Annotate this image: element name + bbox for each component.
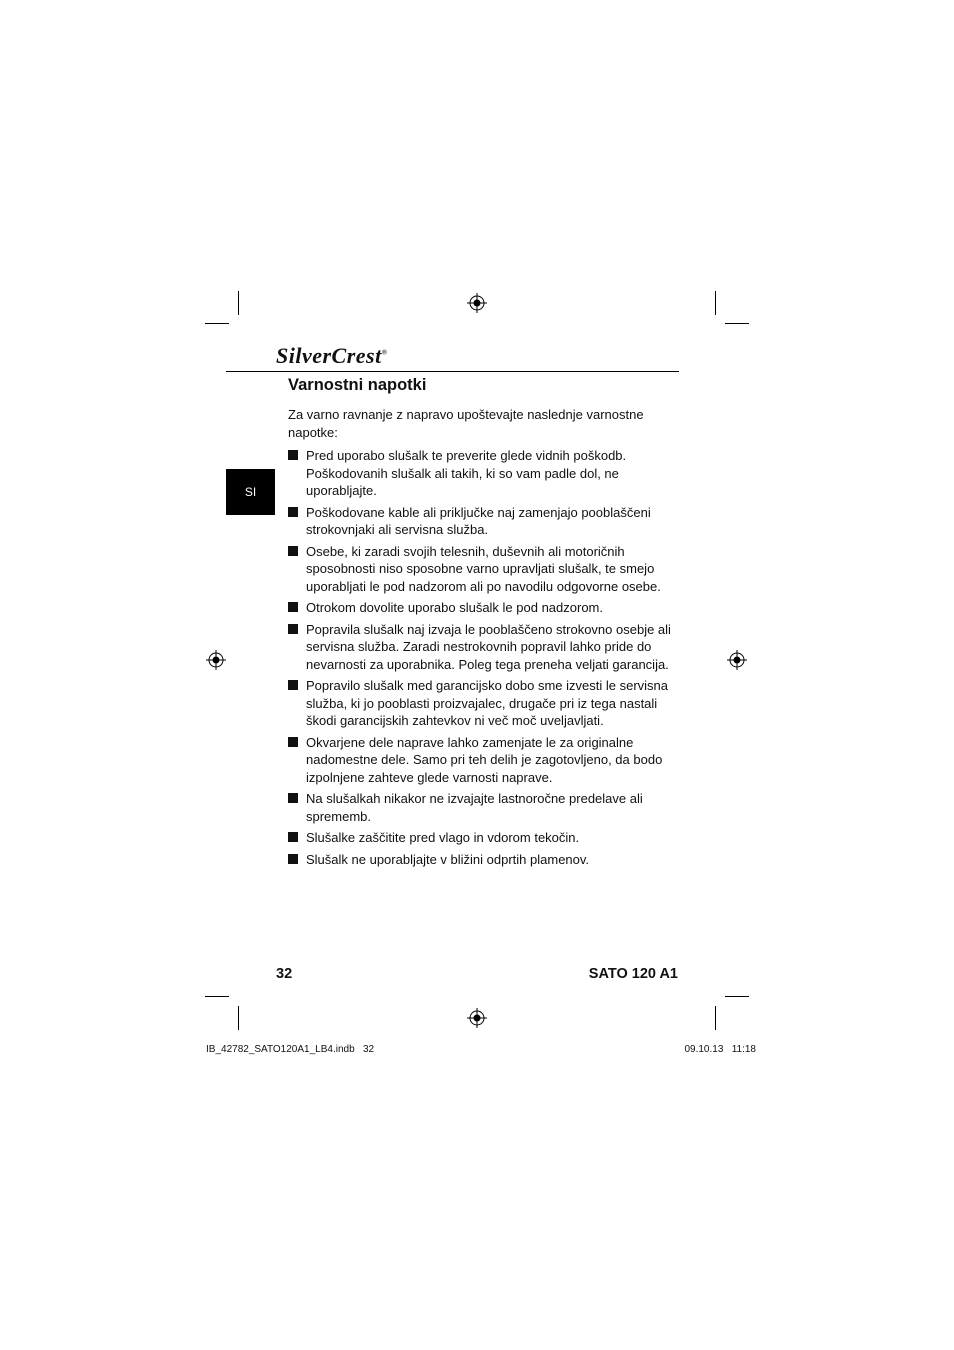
brand-logo: SilverCrest® [276, 343, 388, 368]
list-item [288, 621, 678, 674]
list-item-text: Na slušalkah nikakor ne izvajajte lastnoročne predelave ali sprememb. [306, 791, 643, 824]
header-rule [226, 371, 679, 372]
registration-mark-icon [206, 650, 226, 670]
list-item [288, 447, 678, 500]
bullet-icon [288, 737, 298, 747]
crop-mark [725, 996, 749, 997]
list-item [288, 829, 678, 847]
bullet-icon [288, 832, 298, 842]
bullet-icon [288, 507, 298, 517]
print-timestamp: 09.10.13 11:18 [684, 1044, 756, 1055]
bullet-icon [288, 450, 298, 460]
crop-mark [205, 323, 229, 324]
crop-mark [205, 996, 229, 997]
crop-mark [715, 1006, 716, 1030]
crop-mark [238, 1006, 239, 1030]
list-item [288, 677, 678, 730]
intro-text: Za varno ravnanje z napravo upoštevajte naslednje varnostne napotke: [288, 407, 644, 440]
page-number: 32 [276, 966, 293, 982]
crop-mark [238, 291, 239, 315]
registration-mark-icon [467, 293, 487, 313]
list-item-text: Slušalke zaščitite pred vlago in vdorom tekočin. [306, 830, 580, 845]
list-item [288, 851, 678, 869]
brand-logo-text: SilverCrest [276, 343, 382, 368]
list-item-text: Osebe, ki zaradi svojih telesnih, duševnih ali motoričnih sposobnosti niso sposobne varno upravljati slušalk, te smejo uporabljati le pod nadzorom ali po navodilu odgovorne osebe. [306, 543, 661, 594]
bullet-icon [288, 793, 298, 803]
list-item [288, 734, 678, 787]
list-item-text: Popravilo slušalk med garancijsko dobo sme izvesti le servisna služba, ki jo pooblasti proizvajalec, drugače pri iz tega nastali škodi garancijskih zahtevkov ni več moč uveljavljati. [306, 678, 668, 728]
list-item [288, 790, 678, 825]
language-tab [226, 469, 275, 515]
list-item [288, 504, 678, 539]
registration-mark-icon [467, 1008, 487, 1028]
section-title: Varnostni napotki [288, 376, 427, 394]
file-info: IB_42782_SATO120A1_LB4.indb 32 [206, 1044, 375, 1055]
list-item-text: Slušalk ne uporabljajte v bližini odprtih plamenov. [306, 851, 590, 867]
crop-mark [725, 323, 749, 324]
bullet-icon [288, 546, 298, 556]
bullet-icon [288, 680, 298, 690]
list-item-text: Pred uporabo slušalk te preverite glede vidnih poškodb. Poškodovanih slušalk ali takih, ki so vam padle dol, ne uporabljajte. [306, 448, 627, 498]
list-item-text: Otrokom dovolite uporabo slušalk le pod nadzorom. [306, 600, 603, 615]
list-item-text: Poškodovane kable ali priključke naj zamenjajo pooblaščeni strokovnjaki ali servisna služba. [306, 504, 651, 537]
list-item-text: Popravila slušalk naj izvaja le pooblaščeno strokovno osebje ali servisna služba. Zaradi nestrokovnih popravil lahko pride do nevarnosti za uporabnika. Poleg tega preneha veljati garancija. [306, 621, 671, 672]
model-name: SATO 120 A1 [588, 966, 678, 982]
crop-mark [715, 291, 716, 315]
bullet-icon [288, 854, 298, 864]
list-item [288, 599, 678, 617]
bullet-icon [288, 602, 298, 612]
registration-mark-icon [727, 650, 747, 670]
bullet-icon [288, 624, 298, 634]
list-item [288, 543, 678, 596]
safety-list [288, 447, 678, 872]
list-item-text: Okvarjene dele naprave lahko zamenjate le za originalne nadomestne dele. Samo pri teh delih je zagotovljeno, da bodo izpolnjene zahteve glede varnosti naprave. [306, 734, 663, 785]
language-tab-label: SI [244, 485, 257, 499]
